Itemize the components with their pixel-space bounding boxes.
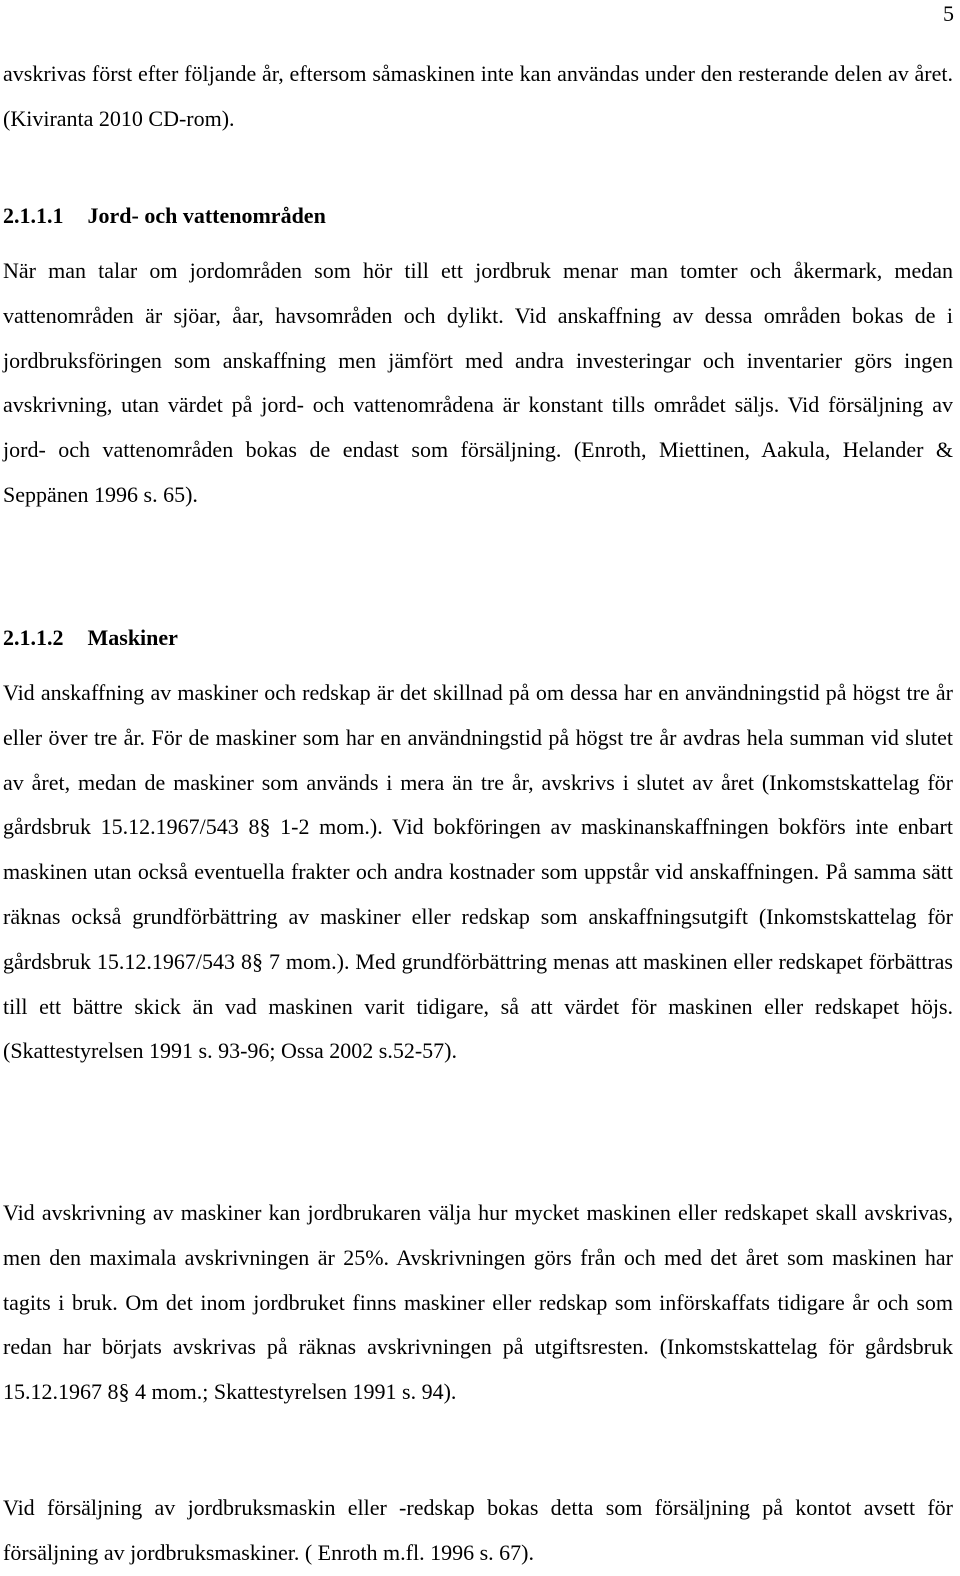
paragraph-intro: avskrivas först efter följande år, eftersom såmaskinen inte kan användas under den resterande delen av året. (Kiviranta 2010 CD-rom). [3,61,953,131]
paragraph-land-water: När man talar om jordområden som hör till ett jordbruk menar man tomter och åkermark, medan vattenområden är sjöar, åar, havsområden och dylikt. Vid anskaffning av dessa områden bokas de i jordbruksföringen som anskaffning men jämfört med andra investeringar och inventarier görs ingen avskrivning, utan värdet på jord- och vattenområdena är konstant tills området säljs. Vid försäljning av jord- och vattenområden bokas de endast som försäljning. (Enroth, Miettinen, Aakula, Helander & Seppänen 1996 s. 65). [3,258,953,507]
section-heading-land-water [3,194,953,239]
paragraph-sale: Vid försäljning av jordbruksmaskin eller -redskap bokas detta som försäljning på kontot avsett för försäljning av jordbruksmaskiner. ( Enroth m.fl. 1996 s. 67). [3,1495,953,1565]
paragraph-machines: Vid anskaffning av maskiner och redskap är det skillnad på om dessa har en användningstid på högst tre år eller över tre år. För de maskiner som har en användningstid på högst tre år avdras hela summan vid slutet av året, medan de maskiner som används i mera än tre år, avskrivs i slutet av året (Inkomstskattelag för gårdsbruk 15.12.1967/543 8§ 1-2 mom.). Vid bokföringen av maskinanskaffningen bokförs inte enbart maskinen utan också eventuella frakter och andra kostnader som uppstår vid anskaffningen. På samma sätt räknas också grundförbättring av maskiner eller redskap som anskaffningsutgift (Inkomstskattelag för gårdsbruk 15.12.1967/543 8§ 7 mom.). Med grundförbättring menas att maskinen eller redskapet förbättras till ett bättre skick än vad maskinen varit tidigare, så att värdet för maskinen eller redskapet höjs. (Skattestyrelsen 1991 s. 93-96; Ossa 2002 s.52-57). [3,680,953,1064]
section-number: 2.1.1.1 [3,203,64,228]
section-number: 2.1.1.2 [3,625,64,650]
section-title: Jord- och vattenområden [87,203,326,228]
page-number: 5 [943,1,954,26]
section-title: Maskiner [87,625,178,650]
paragraph-depreciation: Vid avskrivning av maskiner kan jordbrukaren välja hur mycket maskinen eller redskapet skall avskrivas, men den maximala avskrivningen är 25%. Avskrivningen görs från och med det året som maskinen har tagits i bruk. Om det inom jordbruket finns maskiner eller redskap som införskaffats tidigare år och som redan har börjats avskrivas på räknas avskrivningen på utgiftsresten. (Inkomstskattelag för gårdsbruk 15.12.1967 8§ 4 mom.; Skattestyrelsen 1991 s. 94). [3,1200,953,1405]
section-heading-machines [3,616,953,661]
